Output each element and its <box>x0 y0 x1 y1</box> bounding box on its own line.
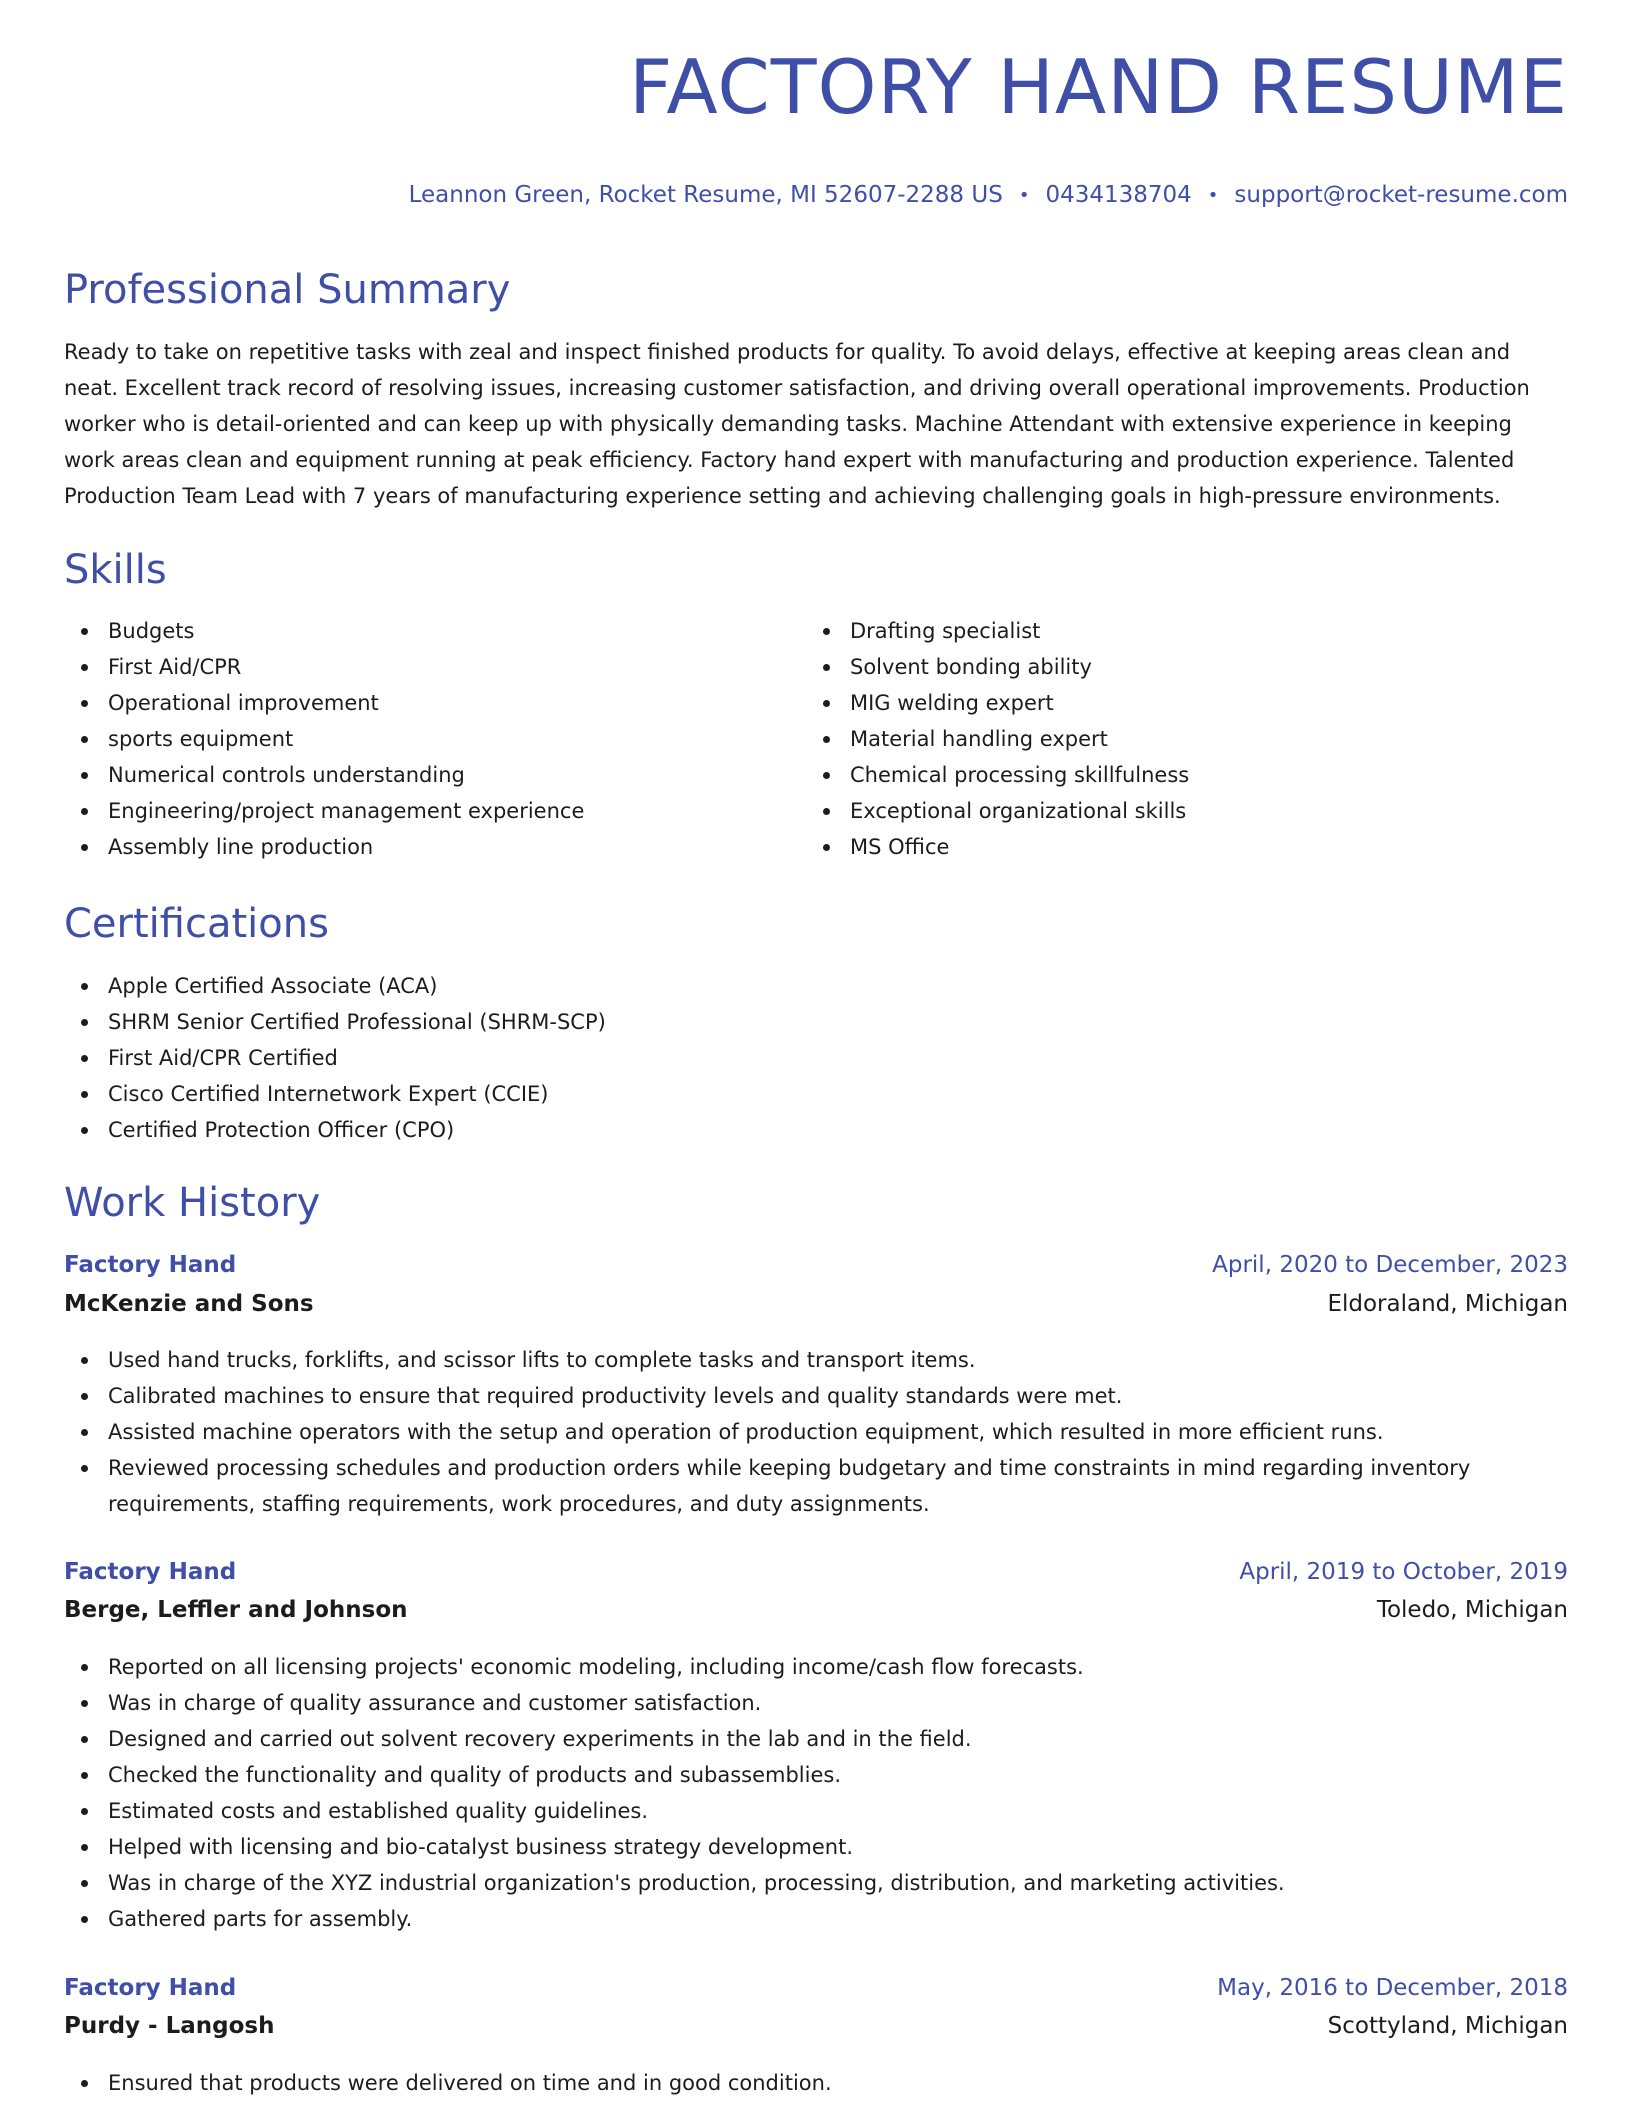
job-company: Berge, Leffler and Johnson <box>64 1597 408 1623</box>
job-company-row <box>64 2013 1568 2039</box>
job-duty: Ensured that products were delivered on time and in good condition. <box>64 2065 1544 2101</box>
contact-address: Leannon Green, Rocket Resume, MI 52607-2288 US <box>408 182 1003 208</box>
job-location: Eldoraland, Michigan <box>1327 1291 1568 1317</box>
skill-item: Numerical controls understanding <box>64 757 804 793</box>
job-dates: May, 2016 to December, 2018 <box>1217 1975 1568 2001</box>
certification-item: Cisco Certified Internetwork Expert (CCIE) <box>64 1076 1568 1112</box>
certification-item: First Aid/CPR Certified <box>64 1040 1568 1076</box>
skill-item: Budgets <box>64 613 804 649</box>
job-duty: Designed and carried out solvent recovery experiments in the lab and in the field. <box>64 1721 1544 1757</box>
job-title: Factory Hand <box>64 1559 237 1585</box>
job-company-row <box>64 1291 1568 1317</box>
skill-item: Exceptional organizational skills <box>806 793 1546 829</box>
job-location: Toledo, Michigan <box>1376 1597 1568 1623</box>
job-duty: Was in charge of quality assurance and customer satisfaction. <box>64 1685 1544 1721</box>
job-title-row <box>64 1559 1568 1585</box>
job-duties-list <box>64 1649 1544 1937</box>
certification-item: Apple Certified Associate (ACA) <box>64 968 1568 1004</box>
skill-item: Chemical processing skillfulness <box>806 757 1546 793</box>
job-location: Scottyland, Michigan <box>1327 2013 1568 2039</box>
job-company: Purdy - Langosh <box>64 2013 275 2039</box>
certification-item: Certified Protection Officer (CPO) <box>64 1112 1568 1148</box>
skill-item: Assembly line production <box>64 829 804 865</box>
skills-heading: Skills <box>64 547 167 593</box>
job-duty: Helped with licensing and bio-catalyst business strategy development. <box>64 1829 1544 1865</box>
job-company-row <box>64 1597 1568 1623</box>
contact-email: support@rocket-resume.com <box>1234 182 1568 208</box>
job-duty: Was in charge of the XYZ industrial organization's production, processing, distribution, and marketing activities. <box>64 1865 1544 1901</box>
summary-heading: Professional Summary <box>64 267 511 313</box>
contact-phone: 0434138704 <box>1045 182 1192 208</box>
certification-item: SHRM Senior Certified Professional (SHRM-SCP) <box>64 1004 1568 1040</box>
job-dates: April, 2020 to December, 2023 <box>1212 1252 1568 1278</box>
job-duty: Estimated costs and established quality guidelines. <box>64 1793 1544 1829</box>
job-title: Factory Hand <box>64 1252 237 1278</box>
job-duties-list <box>64 2065 1544 2101</box>
certifications-list <box>64 968 1568 1148</box>
skills-list-right <box>806 613 1546 865</box>
job-duties-list <box>64 1342 1544 1522</box>
skill-item: Engineering/project management experience <box>64 793 804 829</box>
job-duty: Checked the functionality and quality of products and subassemblies. <box>64 1757 1544 1793</box>
job-title-row <box>64 1975 1568 2001</box>
job-duty: Reviewed processing schedules and production orders while keeping budgetary and time constraints in mind regarding inventory requirements, staffing requirements, work procedures, and duty assignments. <box>64 1450 1544 1522</box>
skill-item: MIG welding expert <box>806 685 1546 721</box>
job-title-row <box>64 1252 1568 1278</box>
job-duty: Reported on all licensing projects' economic modeling, including income/cash flow forecasts. <box>64 1649 1544 1685</box>
skill-item: Drafting specialist <box>806 613 1546 649</box>
job-title: Factory Hand <box>64 1975 237 2001</box>
job-company: McKenzie and Sons <box>64 1291 314 1317</box>
job-duty: Used hand trucks, forklifts, and scissor lifts to complete tasks and transport items. <box>64 1342 1544 1378</box>
contact-separator: • <box>1018 184 1030 206</box>
job-duty: Gathered parts for assembly. <box>64 1901 1544 1937</box>
work-history-heading: Work History <box>64 1180 321 1226</box>
skill-item: Operational improvement <box>64 685 804 721</box>
skill-item: Material handling expert <box>806 721 1546 757</box>
job-duty: Assisted machine operators with the setup and operation of production equipment, which resulted in more efficient runs. <box>64 1414 1544 1450</box>
job-duty: Calibrated machines to ensure that required productivity levels and quality standards were met. <box>64 1378 1544 1414</box>
certifications-heading: Certifications <box>64 901 329 947</box>
job-dates: April, 2019 to October, 2019 <box>1239 1559 1568 1585</box>
summary-text: Ready to take on repetitive tasks with zeal and inspect finished products for quality. To avoid delays, effective at keeping areas clean and neat. Excellent track record of resolving issues, increasing customer satisfaction, and driving overall operational improvements. Production worker who is detail-oriented and can keep up with physically demanding tasks. Machine Attendant with extensive experience in keeping work areas clean and equipment running at peak efficiency. Factory hand expert with manufacturing and production experience. Talented Production Team Lead with 7 years of manufacturing experience setting and achieving challenging goals in high-pressure environments. <box>64 340 1530 508</box>
skill-item: First Aid/CPR <box>64 649 804 685</box>
skill-item: Solvent bonding ability <box>806 649 1546 685</box>
contact-line <box>409 182 1568 208</box>
resume-title: FACTORY HAND RESUME <box>629 43 1568 131</box>
skill-item: MS Office <box>806 829 1546 865</box>
contact-separator: • <box>1207 184 1219 206</box>
skill-item: sports equipment <box>64 721 804 757</box>
skills-list-left <box>64 613 804 865</box>
